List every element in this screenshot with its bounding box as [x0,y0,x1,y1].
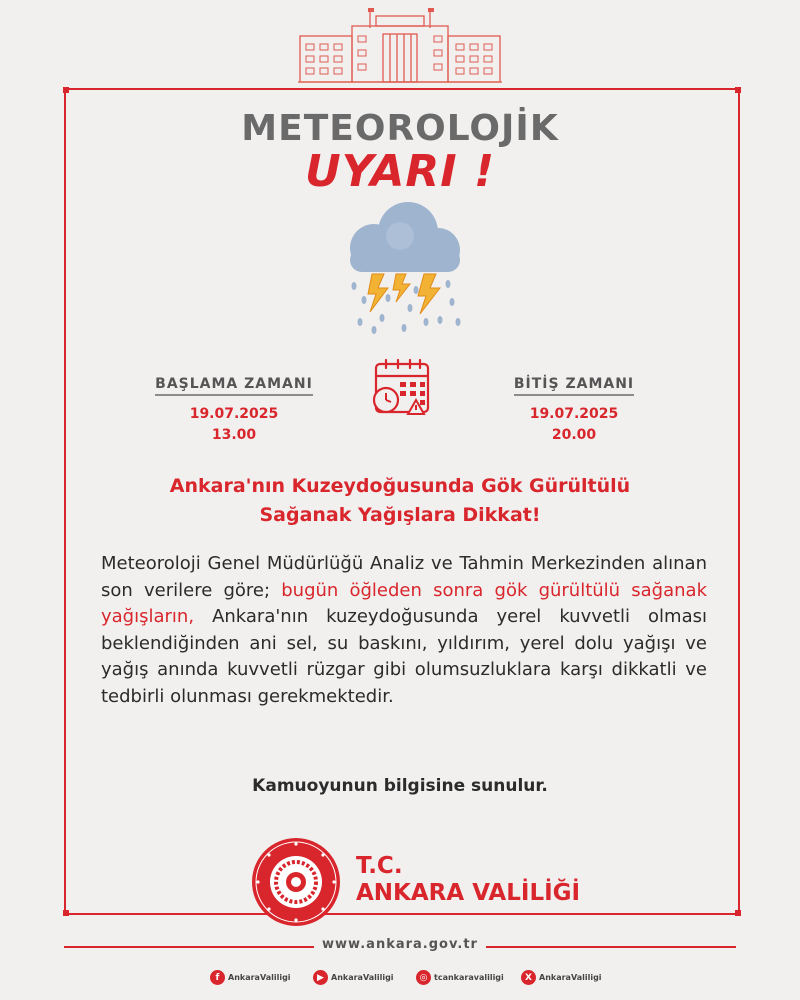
org-line-1: T.C. [356,853,403,879]
end-hour: 20.00 [551,427,597,443]
calendar-clock-warning-icon [370,356,434,420]
start-hour: 13.00 [211,427,257,443]
alert-line-1: Ankara'nın Kuzeydoğusunda Gök Gürültülü [169,475,631,497]
facebook-icon: f [210,970,225,985]
title-meteorolojik: METEOROLOJİK [241,108,559,149]
social-youtube[interactable] [313,970,394,985]
end-date: 19.07.2025 [529,406,619,422]
social-handle: AnkaraValiligi [539,973,602,982]
end-label: BİTİŞ ZAMANI [514,376,634,396]
body-highlight: bugün öğleden sonra gök gürültülü sağanak yağışların, [101,579,708,627]
website-url-container [0,937,800,952]
social-handle: AnkaraValiligi [331,973,394,982]
org-line-2: ANKARA VALİLİĞİ [356,880,581,906]
alert-headline [0,472,800,530]
social-x[interactable] [521,970,602,985]
storm-cloud-icon [330,198,470,338]
body-text-2: Ankara'nın kuzeydoğusunda yerel kuvvetli olması beklendiğinden ani sel, su baskını, yıldırım, yerel dolu yağışı ve yağış anında kuvvetli rüzgar gibi olumsuzluklara karşı dikkatli ve tedbirli olunması gerekmektedir. [101,606,707,707]
website-url[interactable]: www.ankara.gov.tr [314,937,486,952]
end-time-block [484,373,664,446]
start-date: 19.07.2025 [189,406,279,422]
alert-line-2: Sağanak Yağışlara Dikkat! [259,504,541,526]
announcement-body [101,551,707,710]
start-label: BAŞLAMA ZAMANI [155,376,313,396]
turkish-republic-seal-icon [250,836,342,928]
social-facebook[interactable] [210,970,291,985]
start-time-block [144,373,324,446]
social-handle: AnkaraValiligi [228,973,291,982]
public-notice: Kamuoyunun bilgisine sunulur. [252,776,548,796]
government-building-icon [298,6,502,84]
youtube-icon: ▶ [313,970,328,985]
x-icon: X [521,970,536,985]
instagram-icon: ◎ [416,970,431,985]
social-instagram[interactable] [416,970,504,985]
organization-name [356,853,580,907]
body-text-1: Meteoroloji Genel Müdürlüğü Analiz ve Tahmin Merkezinden alınan son verilere göre; [101,553,707,601]
social-handle: tcankaravaliligi [434,973,504,982]
title-uyari: UYARI ! [304,146,496,197]
